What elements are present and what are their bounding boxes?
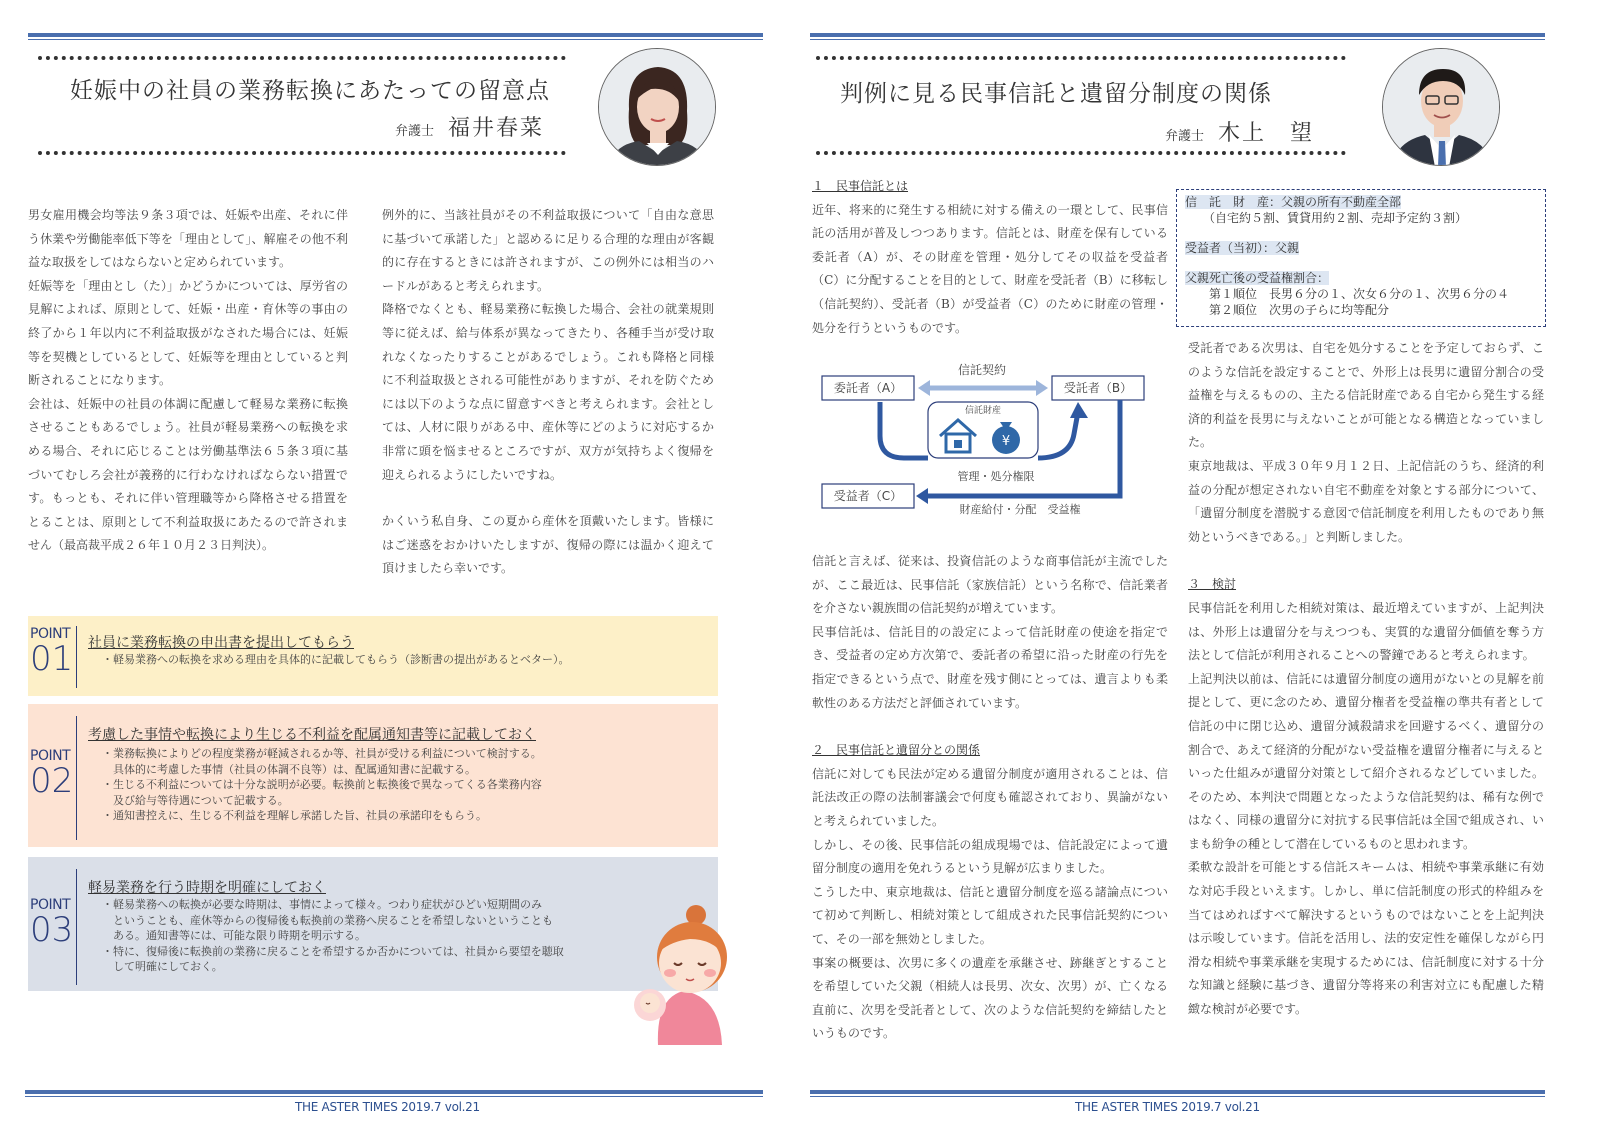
first-rank-row: 第１順位 長男６分の１、次女６分の１、次男６分の４ [1185,287,1510,301]
paragraph: 会社は、妊娠中の社員の体調に配慮して軽易な業務に転換させることもあるでしょう。社員が軽易業務への転換を求める場合、それに応じることは労働基準法６５条３項に基づいてむしろ会社が義務的に行わなければならない措置です。もっとも、それに伴い管理職等から降格させる措置をとることは、原則として不利益取扱にあたるので許されません（最高裁平成２６年１０月２３日判決）。 [28,396,348,553]
title-dots-top [816,56,1346,60]
section-2-heading: ２ 民事信託と遺留分との関係 [812,743,981,758]
paragraph: 事案の概要は、次男に多くの遺産を承継させ、跡継ぎとすることを希望していた父親（相続人は長男、次女、次男）が、亡くなる直前に、次男を受託者として、次のような信託契約を締結したというものです。 [812,955,1168,1041]
title-dots-bottom [38,151,566,155]
section-3-heading: ３ 検討 [1188,577,1237,592]
contract-label: 信託契約 [957,363,1007,377]
paragraph: 受託者である次男は、自宅を処分することを予定しておらず、このような信託を設定することで、外形上は長男に遺留分割合の受益権を与えるものの、主たる信託財産である自宅から発生する経済的利益を長男に与えないことが可能となる構造となっていました。 [1188,341,1544,450]
paragraph: 柔軟な設計を可能とする信託スキームは、相続や事業承継に有効な対応手段といえます。しかし、単に信託制度の形式的枠組みを当てはめればすべて解決するというものではないことを上記判決は示唆しています。信託を活用し、法的安定性を確保しながら円滑な相続や事業承継を実現するためには、信託制度に対する十分な知識と経験に基づき、遺留分等将来の利害対立にも配慮した精緻な検討が必要です。 [1188,860,1544,1017]
top-rule [28,33,763,40]
after-death-row: 父親死亡後の受益権割合： [1185,271,1330,285]
point-body: ・業務転換によりどの程度業務が軽減されるか等、社員が受ける利益について検討する。 具体的に考慮した事情（社員の体調不良等）は、配属通知書に記載する。 ・生じる不利益については十分な説明が必要。転換前と転換後で異なってくる各業務内容 及び給与等待遇について記載する。 ・通知書控えに、生じる不利益を理解し承諾した旨、社員の承諾印をもらう。 [102,747,542,822]
point-divider [76,869,77,985]
manage-label: 管理・処分権限 [957,470,1035,483]
section-1-heading: １ 民事信託とは [812,179,909,193]
point-body: ・軽易業務への転換を求める理由を具体的に記載してもらう（診断書の提出があるとベター）。 [102,653,570,666]
point-body: ・軽易業務への転換が必要な時期は、事情によって様々。つわり症状がひどい短期間のみ ということも、産休等からの復帰後も転換前の業務へ戻ることを希望しないということも ある。通知書等には、可能な限り時期を明示する。 ・特に、復帰後に転換前の業務に戻ることを希望するか否かについては、社員から要望を聴取 して明確にしておく。 [102,898,564,973]
point-02-box [28,704,718,847]
trust-property-row: 信 託 財 産：父親の所有不動産全部 [1185,195,1402,209]
article-title: 判例に見る民事信託と遺留分制度の関係 [840,81,1272,107]
bottom-rule [810,1090,1545,1097]
trustee-label: 受託者（B） [1063,381,1133,395]
author-name: 福井春菜 [448,116,545,141]
author-line [395,111,544,142]
paragraph: こうした中、東京地裁は、信託と遺留分制度を巡る諸論点について初めて判断し、相続対策として組成された民事信託契約について、その一部を無効としました。 [812,884,1168,946]
right-column-2 [1188,337,1544,1022]
point-label: POINT 03 [30,897,74,950]
author-role: 弁護士 [395,124,435,139]
paragraph: 近年、将来的に発生する相続に対する備えの一環として、民事信託の活用が普及しつつあります。信託とは、財産を保有している委託者（A）が、その財産を管理・処分してその収益を受益者（C）に分配することを目的として、財産を受託者（B）に移転し（信託契約）、受託者（B）が受益者（C）のために財産の管理・処分を行うというものです。 [812,202,1168,335]
point-heading: 考慮した事情や転換により生じる不利益を配属通知書等に記載しておく [88,727,536,743]
bottom-rule [25,1090,763,1097]
paragraph: 妊娠等を「理由とし（た）」かどうかについては、厚労省の見解によれば、原則として、妊娠・出産・育休等の事由の終了から１年以内に不利益取扱がなされた場合には、妊娠等を契機としているとして、妊娠等を理由としていると判断されることになります。 [28,278,348,388]
trust-terms-box [1176,189,1546,327]
point-label: POINT 01 [30,626,74,679]
trust-property-detail: （自宅約５割、賃貸用約２割、売却予定約３割） [1185,211,1468,225]
left-page [0,0,800,1145]
right-column-1 [812,175,1168,340]
initial-beneficiary-row: 受益者（当初）：父親 [1185,241,1300,255]
footer-issue: THE ASTER TIMES 2019.7 vol.21 [295,1100,480,1114]
title-dots-bottom [816,151,1346,155]
article-title: 妊娠中の社員の業務転換にあたっての留意点 [70,78,550,104]
paragraph: 男女雇用機会均等法９条３項では、妊娠や出産、それに伴う休業や労働能率低下等を「理由として」、解雇その他不利益な取扱をしてはならないと定められています。 [28,208,348,270]
author-line [1165,116,1314,147]
paragraph: 東京地裁は、平成３０年９月１２日、上記信託のうち、経済的利益の分配が想定されない自宅不動産を対象とする部分について、「遺留分制度を潜脱する意図で信託制度を利用したものであり無効というべきである。」と判断しました。 [1188,458,1544,544]
left-column-1 [28,204,348,558]
settlor-label: 委託者（A） [833,381,903,395]
title-dots-top [38,56,566,60]
point-01-box [28,616,718,696]
closing-paragraph: かくいう私自身、この夏から産休を頂戴いたします。皆様にはご迷惑をおかけいたしますが、復帰の際には温かく迎えて頂けましたら幸いです。 [382,514,714,576]
top-rule [810,33,1545,40]
paragraph: 信託と言えば、従来は、投資信託のような商事信託が主流でしたが、ここ最近は、民事信託（家族信託）という名称で、信託業者を介さない親族間の信託契約が増えています。 [812,554,1168,616]
author-name: 木上 望 [1218,121,1315,146]
beneficiary-label: 受益者（C） [833,489,903,503]
woman-portrait-icon [599,49,716,166]
right-page [810,0,1610,1145]
point-divider [76,716,77,840]
trust-structure-diagram [820,360,1160,520]
footer-issue: THE ASTER TIMES 2019.7 vol.21 [1075,1100,1260,1114]
paragraph: 信託に対しても民法が定める遺留分制度が適用されることは、信託法改正の際の法制審議会で何度も確認されており、異論がないと考えられていました。 [812,766,1168,828]
left-column-2 [382,204,714,581]
paragraph: 降格でなくとも、軽易業務に転換した場合、会社の就業規則等に従えば、給与体系が異なってきたり、各種手当が受け取れなくなったりすることがあるでしょう。これも降格と同様に不利益取扱とされる可能性がありますが、それを防ぐためには以下のような点に留意すべきと考えられます。会社としては、人材に限りがある中、産休等にどのように対応するか非常に頭を悩ませるところですが、双方が気持ちよく復帰を迎えられるようにしたいですね。 [382,302,714,482]
benefit-label: 財産給付・分配 受益権 [959,503,1081,516]
point-heading: 社員に業務転換の申出書を提出してもらう [88,635,354,651]
svg-text:¥: ¥ [1001,434,1011,449]
right-column-1-lower [812,550,1168,1046]
author-portrait [1382,48,1500,166]
man-portrait-icon [1383,49,1500,166]
point-heading: 軽易業務を行う時期を明確にしておく [88,880,326,896]
point-03-box [28,857,718,991]
paragraph: 民事信託は、信託目的の設定によって信託財産の使途を指定でき、受益者の定め方次第で、委託者の希望に沿った財産の行先を指定できるという点で、財産を残す側にとっては、遺言よりも柔軟性のある方法だと評価されています。 [812,624,1168,710]
point-label: POINT 02 [30,748,74,801]
property-label: 信託財産 [964,406,1002,416]
pregnant-woman-illustration-icon [628,905,738,1045]
author-role: 弁護士 [1165,129,1205,144]
point-divider [76,626,77,688]
paragraph: 例外的に、当該社員がその不利益取扱について「自由な意思に基づいて承諾した」と認めるに足りる合理的な理由が客観的に存在するときには許されますが、この例外には相当のハードルがあると考えられます。 [382,208,714,293]
paragraph: 民事信託を利用した相続対策は、最近増えていますが、上記判決は、外形上は遺留分を与えつつも、実質的な遺留分価値を奪う方法として信託が利用されることへの警鐘であると考えられます。 [1188,600,1544,663]
paragraph: 上記判決以前は、信託には遺留分制度の適用がないとの見解を前提として、更に念のため、遺留分権者を受益権の準共有者として信託の中に閉じ込め、遺留分減殺請求を回避するべく、遺留分の割合で、あえて経済的分配がない受益権を遺留分権者に与えるといった仕組みが遺留分対策として紹介されるなどしていました。そのため、本判決で問題となったような信託契約は、稀有な例ではなく、同様の遺留分に対抗する民事信託は全国で組成され、いまも紛争の種として潜在しているものと思われます。 [1188,671,1544,851]
paragraph: しかし、その後、民事信託の組成現場では、信託設定によって遺留分制度の適用を免れうるという見解が広まりました。 [812,837,1168,876]
second-rank-row: 第２順位 次男の子らに均等配分 [1185,303,1390,317]
author-portrait [598,48,716,166]
